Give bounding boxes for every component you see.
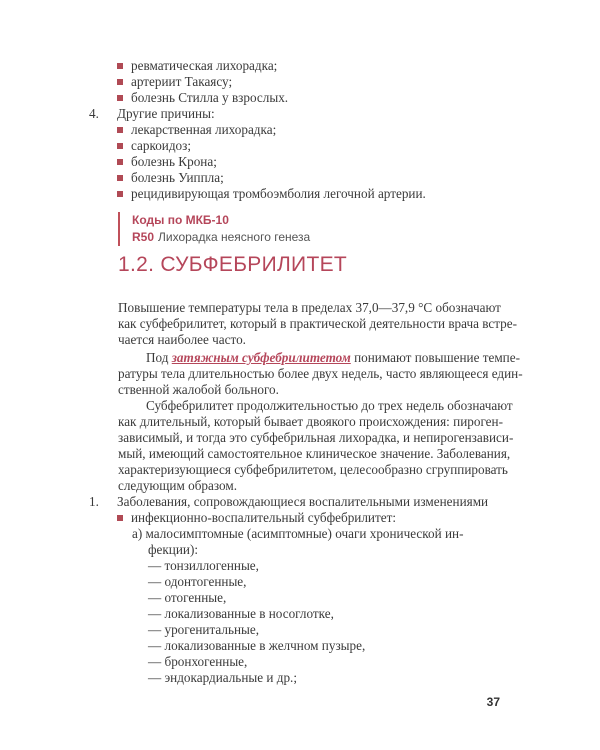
list-heading: Заболевания, сопровождающиеся воспалительными изменениями: [117, 494, 489, 509]
paragraph: Повышение температуры тела в пределах 37,0—37,9 °С обозначают как субфебрилитет, который в практической деятельности врача встре- чается наиболее часто.: [118, 300, 518, 347]
list-number: 4.: [89, 106, 99, 121]
list-item: рецидивирующая тромбоэмболия легочной артерии.: [117, 186, 426, 202]
list-item: ревматическая лихорадка;: [117, 58, 288, 74]
infection-sites-list: [148, 558, 365, 686]
section-title: 1.2. СУБФЕБРИЛИТЕТ: [118, 253, 348, 276]
autoimmune-list-continued: [117, 58, 288, 106]
square-bullet-icon: [117, 175, 123, 181]
list-heading: Другие причины:: [117, 106, 215, 121]
square-bullet-icon: [117, 143, 123, 149]
square-bullet-icon: [117, 127, 123, 133]
list-item: артериит Такаясу;: [117, 74, 288, 90]
list-number: 1.: [89, 494, 99, 509]
icd-entry: [132, 228, 310, 246]
list-item: саркоидоз;: [117, 138, 426, 154]
square-bullet-icon: [117, 79, 123, 85]
list-item: — урогенитальные,: [148, 622, 260, 637]
list-item: лекарственная лихорадка;: [117, 122, 426, 138]
paragraph: Субфебрилитет продолжительностью до трех недель обозначают как длительный, который бывает двоякого происхождения: пироген- зависимый, и тогда это субфебрильная лихорадка, и непирогензависи- мый, имеющий самостоятельное клиническое значение. Заболевания, характеризующиеся субфебрилитетом, целесообразно сгруппировать следующим образом.: [118, 398, 514, 493]
list-item: инфекционно-воспалительный субфебрилитет:: [117, 510, 396, 526]
square-bullet-icon: [117, 515, 123, 521]
list-item: — бронхогенные,: [148, 654, 248, 669]
inflammatory-list: [117, 510, 396, 526]
sub-item-a: а) малосимптомные (асимптомные) очаги хронической ин-: [132, 526, 464, 541]
list-item: — одонтогенные,: [148, 574, 247, 589]
list-item: — эндокардиальные и др.;: [148, 670, 298, 685]
list-item: болезнь Уиппла;: [117, 170, 426, 186]
page-number: 37: [486, 695, 500, 709]
list-item: — локализованные в носоглотке,: [148, 606, 334, 621]
square-bullet-icon: [117, 191, 123, 197]
square-bullet-icon: [117, 63, 123, 69]
paragraph: Под затяжным субфебрилитетом понимают повышение темпе- ратуры тела длительностью более двух недель, часто являющееся един- ственной жалобой больного.: [118, 350, 523, 397]
icd-code: R50: [132, 230, 155, 244]
highlighted-term: затяжным субфебрилитетом: [171, 350, 351, 365]
square-bullet-icon: [117, 95, 123, 101]
list-item: болезнь Крона;: [117, 154, 426, 170]
icd-title: Коды по МКБ-10: [132, 213, 229, 227]
sub-item-a-continued: фекции):: [148, 542, 199, 557]
list-item: болезнь Стилла у взрослых.: [117, 90, 288, 106]
list-item: — тонзиллогенные,: [148, 558, 259, 573]
other-causes-list: [117, 122, 426, 202]
list-item: — отогенные,: [148, 590, 227, 605]
icd-description: Лихорадка неясного генеза: [158, 230, 311, 244]
list-item: — локализованные в желчном пузыре,: [148, 638, 366, 653]
square-bullet-icon: [117, 159, 123, 165]
icd-codes-box: [118, 212, 310, 246]
